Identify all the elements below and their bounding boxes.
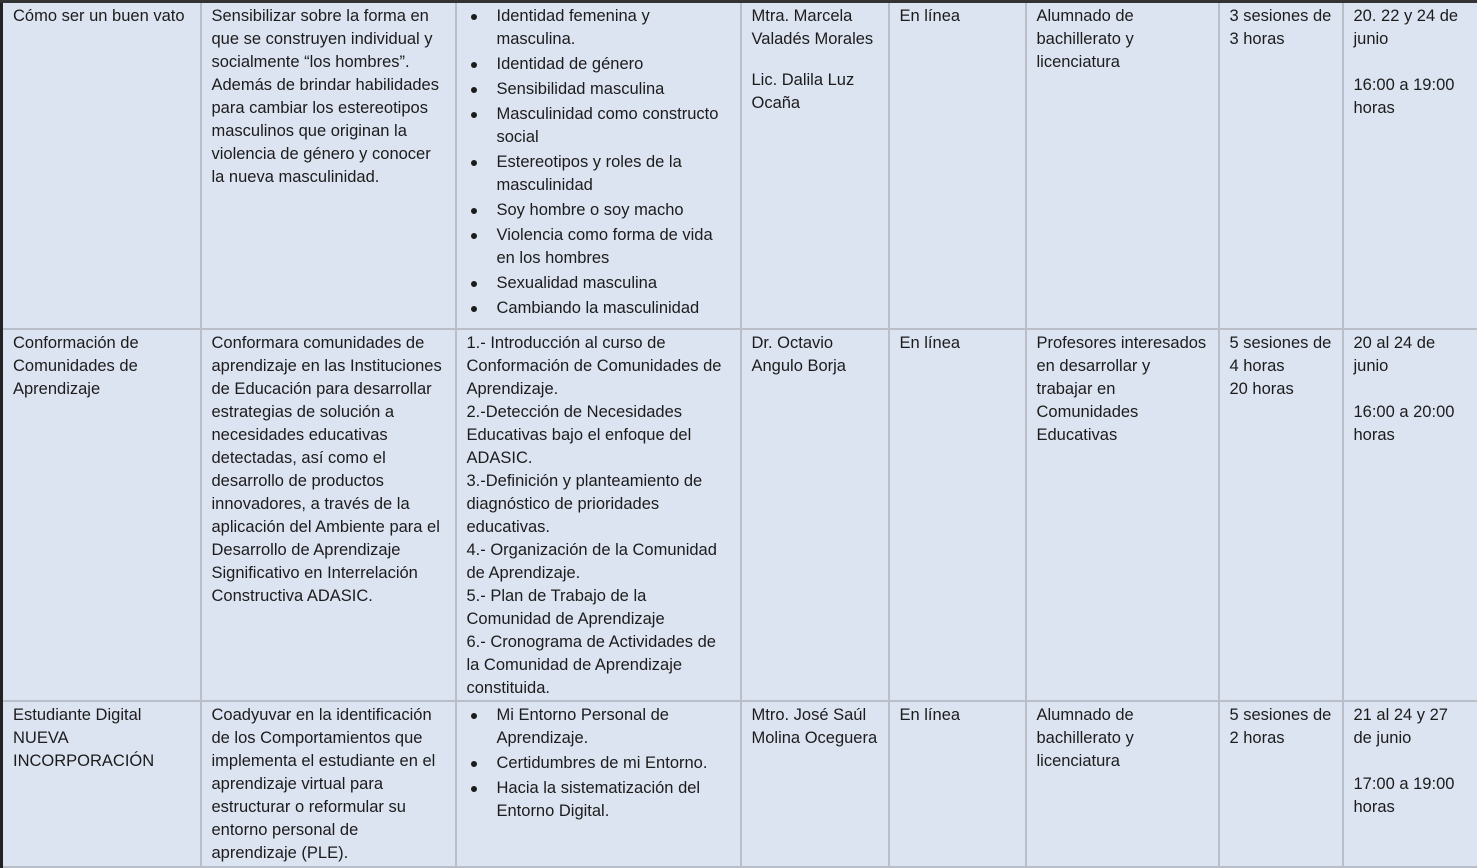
modality-text: En línea <box>900 7 961 25</box>
course-name-cell <box>2 2 201 329</box>
bullet-icon <box>471 761 477 767</box>
table-row <box>2 329 1477 701</box>
audience-cell <box>1026 701 1219 867</box>
list-item: Sensibilidad masculina <box>497 78 732 101</box>
date-range: 20 al 24 de junio <box>1354 332 1470 378</box>
duration-cell <box>1219 2 1343 329</box>
time-range: 17:00 a 19:00 horas <box>1354 773 1470 819</box>
instructors-cell <box>741 2 889 329</box>
instructor-name: Dr. Octavio Angulo Borja <box>752 332 880 378</box>
dates-cell <box>1343 701 1477 867</box>
table-body <box>2 2 1477 867</box>
list-item: Identidad femenina y masculina. <box>497 5 732 51</box>
date-range: 21 al 24 y 27 de junio <box>1354 704 1470 750</box>
duration-text: 5 sesiones de 4 horas <box>1230 332 1334 378</box>
objective-cell <box>201 2 456 329</box>
bullet-icon <box>471 713 477 719</box>
modality-cell <box>889 329 1026 701</box>
topics-list <box>467 5 732 320</box>
bullet-icon <box>471 62 477 68</box>
objective-text: Sensibilizar sobre la forma en que se construyen individual y socialmente “los hombres”. Además de brindar habilidades para cambiar los estereotipos masculinos que originan la violencia de género y conocer la nueva masculinidad. <box>212 7 439 186</box>
list-item: Identidad de género <box>497 53 732 76</box>
list-item: 5.- Plan de Trabajo de la Comunidad de Aprendizaje <box>467 585 732 631</box>
list-item: Sexualidad masculina <box>497 272 732 295</box>
bullet-icon <box>471 233 477 239</box>
list-item: 1.- Introducción al curso de Conformación de Comunidades de Aprendizaje. <box>467 332 732 401</box>
dates-cell <box>1343 2 1477 329</box>
duration-cell <box>1219 701 1343 867</box>
bullet-icon <box>471 281 477 287</box>
course-name-cell <box>2 329 201 701</box>
list-item: Hacia la sistematización del Entorno Digital. <box>497 777 732 823</box>
list-item: Violencia como forma de vida en los hombres <box>497 224 732 270</box>
audience-cell <box>1026 329 1219 701</box>
list-item: Mi Entorno Personal de Aprendizaje. <box>497 704 732 750</box>
modality-text: En línea <box>900 706 961 724</box>
instructors-cell <box>741 701 889 867</box>
date-range: 20. 22 y 24 de junio <box>1354 5 1470 51</box>
instructors-cell <box>741 329 889 701</box>
course-name-cell <box>2 701 201 867</box>
list-item: 3.-Definición y planteamiento de diagnóstico de prioridades educativas. <box>467 470 732 539</box>
course-name: Cómo ser un buen vato <box>13 7 185 25</box>
modality-cell <box>889 701 1026 867</box>
objective-text: Conformara comunidades de aprendizaje en las Instituciones de Educación para desarrollar estrategias de solución a necesidades educativas detectadas, así como el desarrollo de productos innovadores, a través de la aplicación del Ambiente para el Desarrollo de Aprendizaje Significativo en Interrelación Constructiva ADASIC. <box>212 334 442 605</box>
audience-text: Alumnado de bachillerato y licenciatura <box>1037 7 1134 71</box>
table-row <box>2 2 1477 329</box>
list-item: 2.-Detección de Necesidades Educativas bajo el enfoque del ADASIC. <box>467 401 732 470</box>
instructor-name: Lic. Dalila Luz Ocaña <box>752 69 880 115</box>
audience-text: Profesores interesados en desarrollar y trabajar en Comunidades Educativas <box>1037 334 1207 444</box>
dates-cell <box>1343 329 1477 701</box>
audience-cell <box>1026 2 1219 329</box>
instructor-name: Mtro. José Saúl Molina Oceguera <box>752 704 880 750</box>
instructor-name: Mtra. Marcela Valadés Morales <box>752 5 880 51</box>
bullet-icon <box>471 160 477 166</box>
time-range: 16:00 a 20:00 horas <box>1354 401 1470 447</box>
bullet-icon <box>471 14 477 20</box>
list-item: Cambiando la masculinidad <box>497 297 732 320</box>
time-range: 16:00 a 19:00 horas <box>1354 74 1470 120</box>
list-item: Soy hombre o soy macho <box>497 199 732 222</box>
modality-text: En línea <box>900 334 961 352</box>
topics-list <box>467 704 732 823</box>
objective-cell <box>201 701 456 867</box>
course-name: Estudiante Digital NUEVA INCORPORACIÓN <box>13 706 154 770</box>
table-row <box>2 701 1477 867</box>
duration-text: 3 sesiones de 3 horas <box>1230 5 1334 51</box>
list-item: Certidumbres de mi Entorno. <box>497 752 732 775</box>
topics-cell <box>456 701 741 867</box>
duration-text: 5 sesiones de 2 horas <box>1230 704 1334 750</box>
objective-text: Coadyuvar en la identificación de los Comportamientos que implementa el estudiante en el aprendizaje virtual para estructurar o reformular su entorno personal de aprendizaje (PLE). <box>212 706 436 862</box>
objective-cell <box>201 329 456 701</box>
bullet-icon <box>471 112 477 118</box>
course-name: Conformación de Comunidades de Aprendizaje <box>13 334 139 398</box>
list-item: Masculinidad como constructo social <box>497 103 732 149</box>
bullet-icon <box>471 208 477 214</box>
bullet-icon <box>471 786 477 792</box>
topics-cell <box>456 329 741 701</box>
list-item: 4.- Organización de la Comunidad de Aprendizaje. <box>467 539 732 585</box>
audience-text: Alumnado de bachillerato y licenciatura <box>1037 706 1134 770</box>
list-item: 6.- Cronograma de Actividades de la Comunidad de Aprendizaje constituida. <box>467 631 732 700</box>
duration-total: 20 horas <box>1230 378 1334 401</box>
list-item: Estereotipos y roles de la masculinidad <box>497 151 732 197</box>
topics-cell <box>456 2 741 329</box>
modality-cell <box>889 2 1026 329</box>
bullet-icon <box>471 306 477 312</box>
bullet-icon <box>471 87 477 93</box>
duration-cell <box>1219 329 1343 701</box>
